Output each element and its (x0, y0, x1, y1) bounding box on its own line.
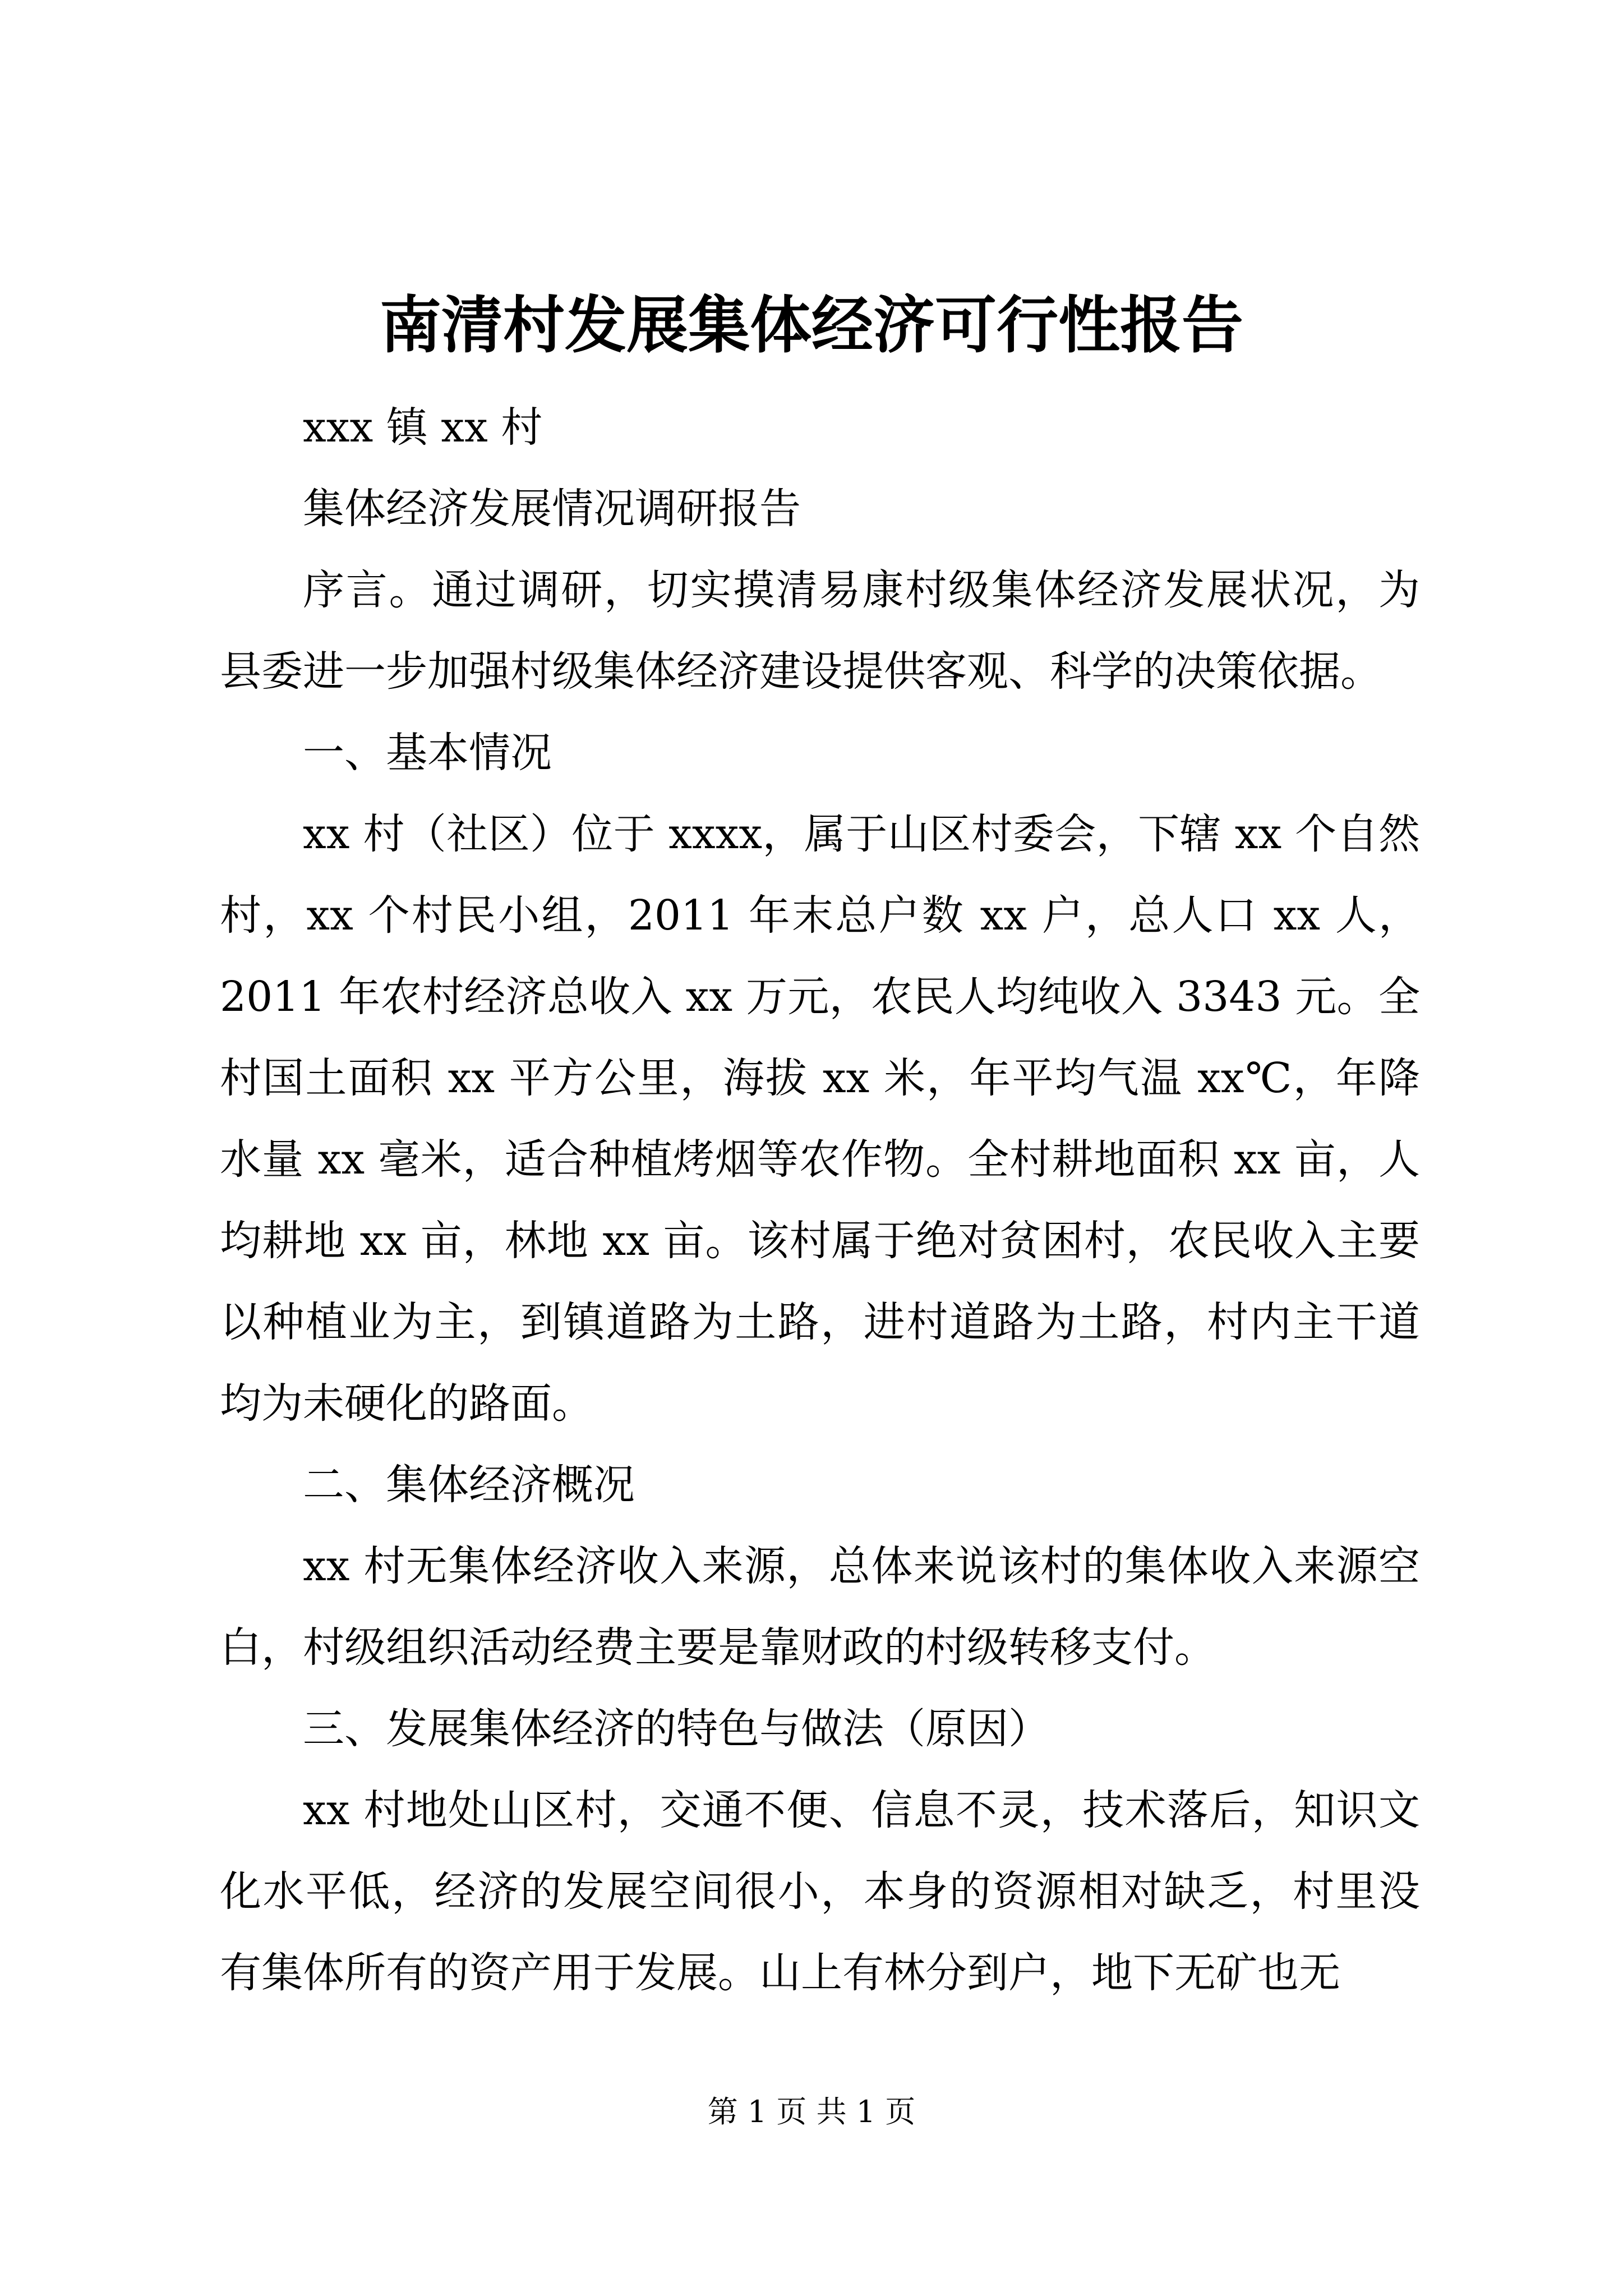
document-body (220, 387, 1420, 2014)
paragraph-features: xx 村地处山区村，交通不便、信息不灵，技术落后，知识文化水平低，经济的发展空间很小，本身的资源相对缺乏，村里没有集体所有的资产用于发展。山上有林分到户，地下无矿也无 (220, 1786, 1420, 1997)
paragraph-basic-info: xx 村（社区）位于 xxxx，属于山区村委会，下辖 xx 个自然村，xx 个村民小组，2011 年末总户数 xx 户，总人口 xx 人，2011 年农村经济总收入 xx 万元，农民人均纯收入 3343 元。全村国土面积 xx 平方公里，海拔 xx 米，年平均气温 xx℃，年降水量 xx 毫米，适合种植烤烟等农作物。全村耕地面积 xx 亩，人均耕地 xx 亩，林地 xx 亩。该村属于绝对贫困村，农民收入主要以种植业为主，到镇道路为土路，进村道路为土路，村内主干道均为未硬化的路面。 (220, 810, 1420, 1428)
section-heading-collective-economy: 二、集体经济概况 (303, 1461, 635, 1509)
paragraph-preface: 序言。通过调研，切实摸清易康村级集体经济发展状况，为县委进一步加强村级集体经济建设提供客观、科学的决策依据。 (220, 566, 1420, 696)
document-title: 南清村发展集体经济可行性报告 (380, 289, 1243, 361)
paragraph-location: xxx 镇 xx 村 (303, 403, 543, 452)
section-heading-features: 三、发展集体经济的特色与做法（原因） (303, 1705, 1050, 1753)
section-heading-basic-info: 一、基本情况 (303, 729, 552, 777)
page-footer: 第 1 页 共 1 页 (707, 2094, 916, 2129)
paragraph-subtitle: 集体经济发展情况调研报告 (303, 485, 801, 533)
paragraph-collective-economy: xx 村无集体经济收入来源，总体来说该村的集体收入来源空白，村级组织活动经费主要是靠财政的村级转移支付。 (220, 1542, 1420, 1672)
